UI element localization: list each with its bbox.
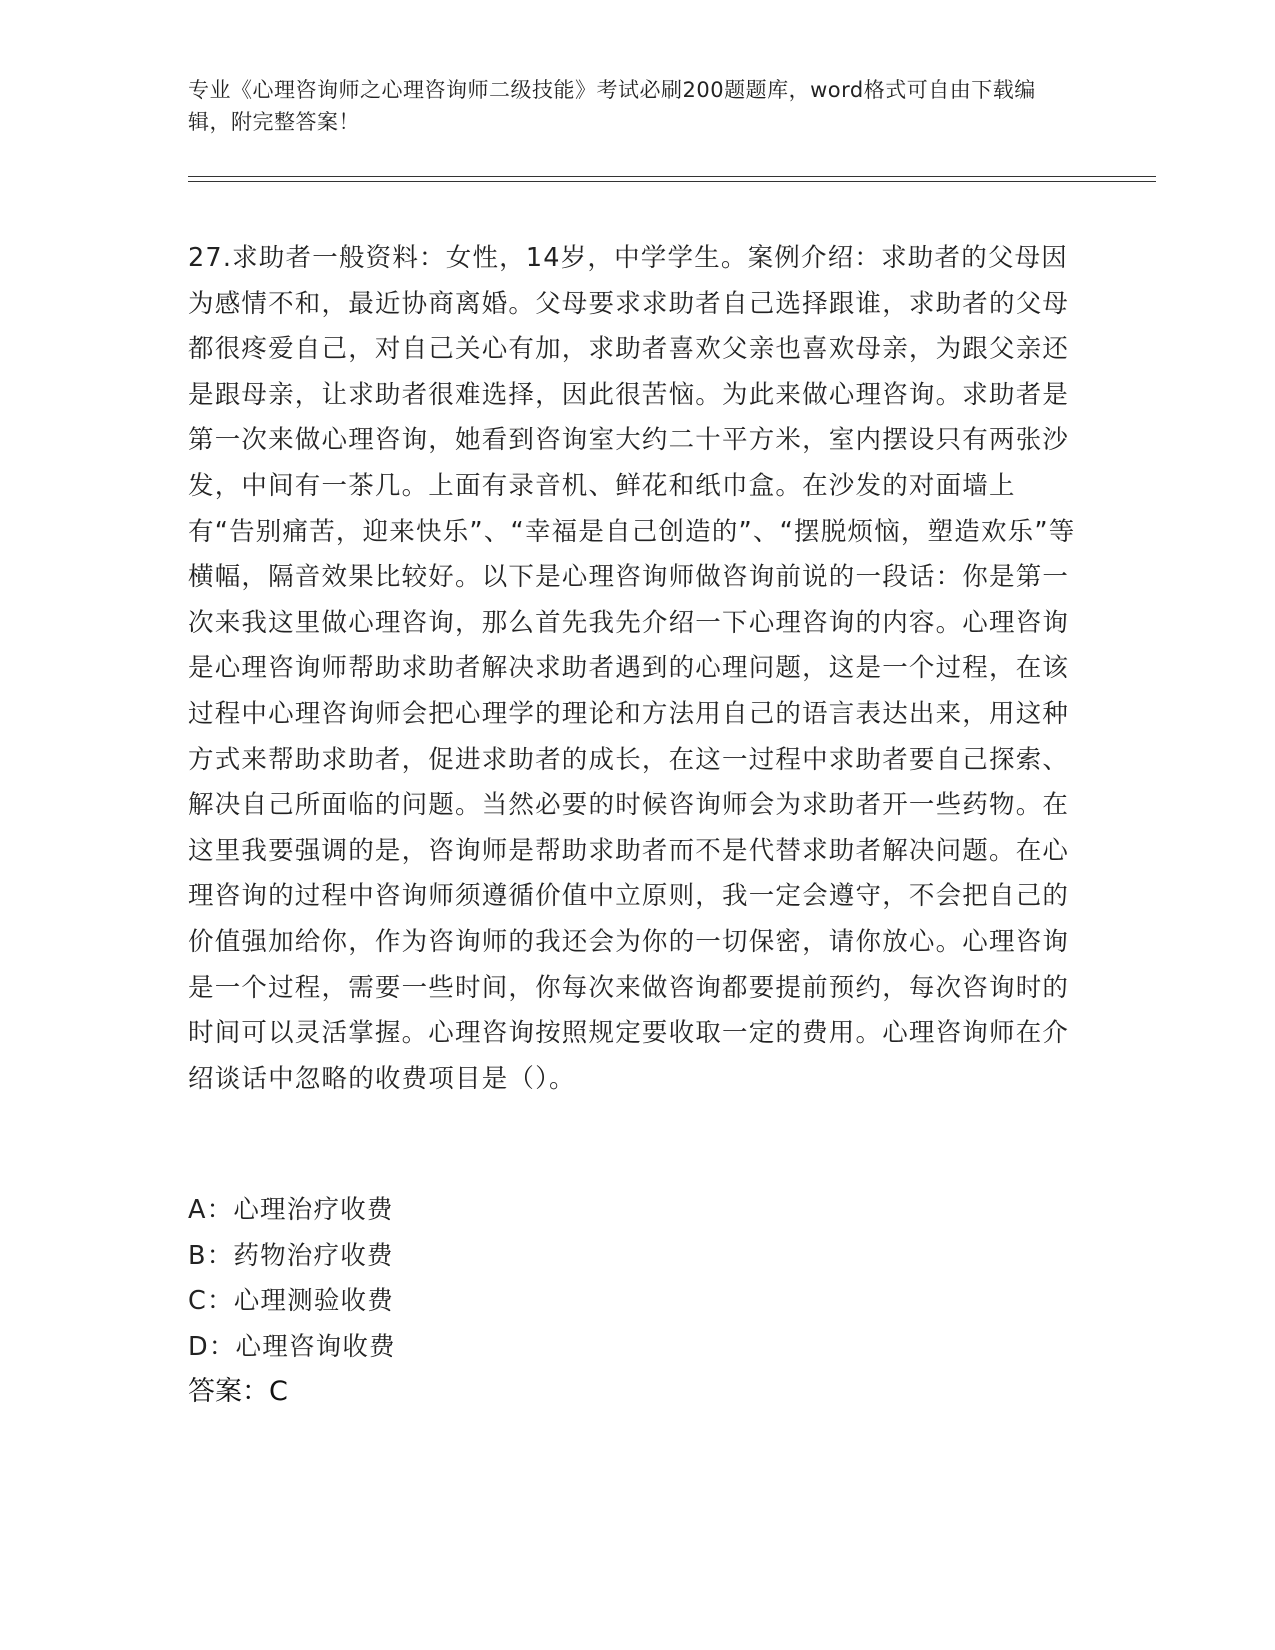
option-b-label: B： [188,1240,234,1271]
option-b-text: 药物治疗收费 [233,1240,394,1271]
option-b [188,1234,396,1280]
option-d-text: 心理咨询收费 [235,1331,396,1362]
header-divider-top [188,176,1156,177]
header-divider-bottom [188,181,1156,182]
document-header: 专业《心理咨询师之心理咨询师二级技能》考试必刷200题题库，word格式可自由下载编辑，附完整答案！ [188,78,1036,134]
option-a [188,1188,396,1234]
question-stem: 27.求助者一般资料：女性，14岁，中学学生。案例介绍：求助者的父母因为感情不和，最近协商离婚。父母要求求助者自己选择跟谁，求助者的父母都很疼爱自己，对自己关心有加，求助者喜欢父亲也喜欢母亲，为跟父亲还是跟母亲，让求助者很难选择，因此很苦恼。为此来做心理咨询。求助者是第一次来做心理咨询，她看到咨询室大约二十平方米，室内摆设只有两张沙发，中间有一茶几。上面有录音机、鲜花和纸巾盒。在沙发的对面墙上有“告别痛苦，迎来快乐”、“幸福是自己创造的”、“摆脱烦恼，塑造欢乐”等横幅，隔音效果比较好。以下是心理咨询师做咨询前说的一段话：你是第一次来我这里做心理咨询，那么首先我先介绍一下心理咨询的内容。心理咨询是心理咨询师帮助求助者解决求助者遇到的心理问题，这是一个过程，在该过程中心理咨询师会把心理学的理论和方法用自己的语言表达出来，用这种方式来帮助求助者，促进求助者的成长，在这一过程中求助者要自己探索、解决自己所面临的问题。当然必要的时候咨询师会为求助者开一些药物。在这里我要强调的是，咨询师是帮助求助者而不是代替求助者解决问题。在心理咨询的过程中咨询师须遵循价值中立原则，我一定会遵守，不会把自己的价值强加给你，作为咨询师的我还会为你的一切保密，请你放心。心理咨询是一个过程，需要一些时间，你每次来做咨询都要提前预约，每次咨询时的时间可以灵活掌握。心理咨询按照规定要收取一定的费用。心理咨询师在介绍谈话中忽略的收费项目是（）。 [188,243,1076,1094]
option-a-label: A： [188,1195,234,1225]
option-d [188,1325,396,1371]
option-d-label: D： [188,1331,236,1362]
option-c-label: C： [188,1286,234,1316]
options-list [188,1188,396,1370]
option-a-text: 心理治疗收费 [233,1195,394,1225]
option-c-text: 心理测验收费 [233,1286,394,1316]
option-c [188,1279,396,1325]
answer-line: 答案：C [188,1376,288,1407]
